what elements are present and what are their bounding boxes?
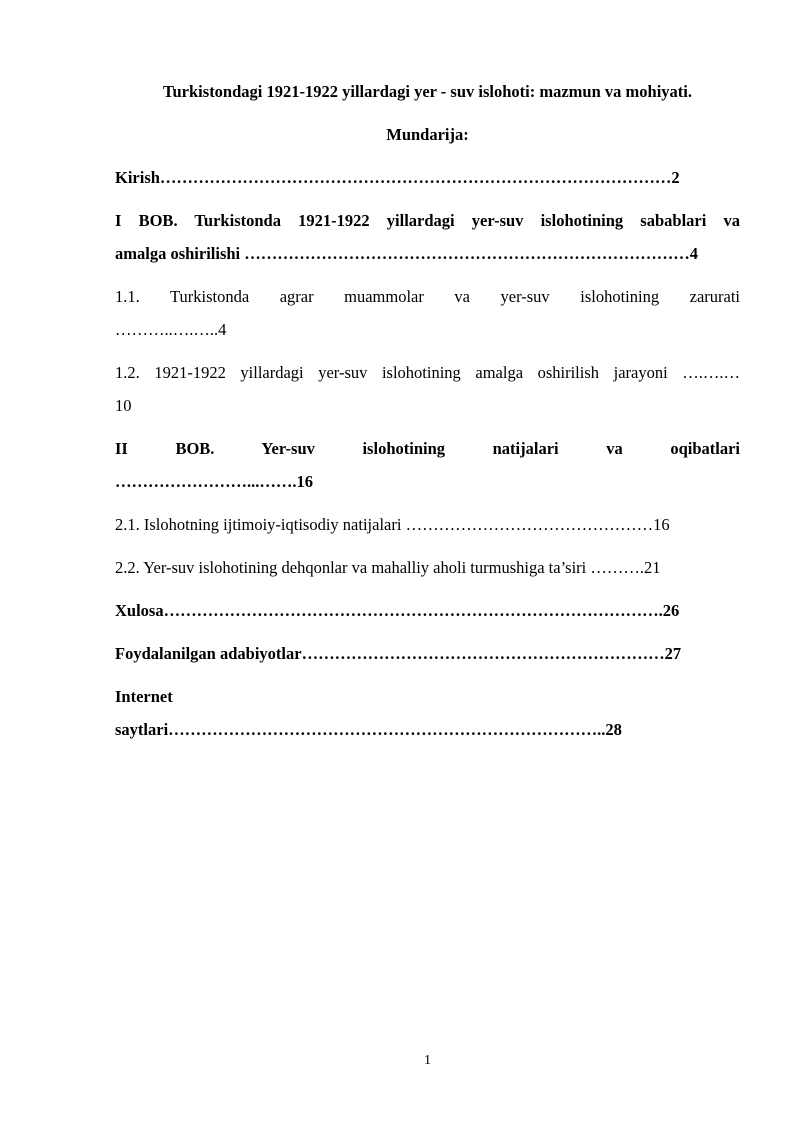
toc-entry-internet-saytlari: [115, 680, 740, 746]
toc-entry-bob1: [115, 204, 740, 270]
toc-entry-1-1-line2: ………..….…..4: [115, 320, 227, 339]
toc-entry-kirish: [115, 161, 740, 194]
toc-entry-xulosa: [115, 594, 740, 627]
toc-entry-internet-saytlari-line1: Internet: [115, 687, 173, 706]
toc-entry-2-1-line: 2.1. Islohotning ijtimoiy-iqtisodiy natijalari ………………………………………16: [115, 515, 670, 534]
toc-entry-bob1-line2: amalga oshirilishi ………………………………………………………………………4: [115, 244, 699, 263]
toc-entry-2-2-line: 2.2. Yer-suv islohotining dehqonlar va mahalliy aholi turmushiga ta’siri ……….21: [115, 558, 661, 577]
toc-entry-bob1-line1: I BOB. Turkistonda 1921-1922 yillardagi yer-suv islohotining sabablari va: [115, 211, 740, 230]
toc-entry-2-1: [115, 508, 740, 541]
toc-entry-1-1: [115, 280, 740, 346]
toc-entry-xulosa-line: Xulosa……………………………………………………………………………….26: [115, 601, 680, 620]
toc-entry-adabiyotlar-line: Foydalanilgan adabiyotlar…………………………………………………………27: [115, 644, 682, 663]
page-number: 1: [424, 1053, 431, 1068]
toc-entry-1-2-line1: 1.2. 1921-1922 yillardagi yer-suv islohotining amalga oshirilish jarayoni ….….…: [115, 363, 740, 382]
document-title: Turkistondagi 1921-1922 yillardagi yer - suv islohoti: mazmun va mohiyati.: [163, 82, 692, 101]
toc-entry-bob2-line1: II BOB. Yer-suv islohotining natijalari va oqibatlari: [115, 439, 740, 458]
toc-entry-1-1-line1: 1.1. Turkistonda agrar muammolar va yer-suv islohotining zarurati: [115, 287, 740, 306]
toc-entry-bob2: [115, 432, 740, 498]
toc-entry-internet-saytlari-line2: saytlari……………………………………………………………………..28: [115, 720, 622, 739]
toc-entry-2-2: [115, 551, 740, 584]
toc-entry-1-2: [115, 356, 740, 422]
table-of-contents: [115, 161, 740, 746]
toc-heading: Mundarija:: [386, 125, 469, 144]
toc-entry-1-2-line2: 10: [115, 396, 132, 415]
toc-entry-adabiyotlar: [115, 637, 740, 670]
toc-entry-bob2-line2: ……………………...…….16: [115, 472, 313, 491]
toc-entry-kirish-line: Kirish…………………………………………………………………………………2: [115, 168, 680, 187]
